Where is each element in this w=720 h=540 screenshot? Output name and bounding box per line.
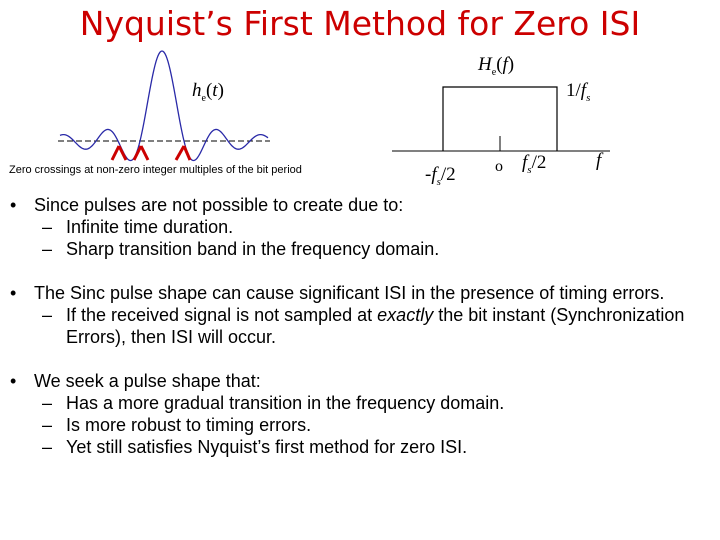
zero-crossing-arrow — [141, 146, 148, 160]
sub-text: Is more robust to timing errors. — [66, 415, 312, 435]
origin-label: o — [495, 158, 503, 175]
sub-dash: – — [42, 239, 53, 259]
sub-dash: – — [42, 217, 53, 237]
f-axis-label: f — [596, 150, 602, 171]
zero-crossing-arrow — [184, 146, 190, 160]
sub-item — [10, 216, 710, 238]
zero-crossing-arrows — [112, 146, 190, 160]
sub-item — [10, 436, 710, 458]
sub-text: Infinite time duration. — [66, 217, 234, 237]
bullet-item — [10, 194, 710, 216]
sub-text-post: the bit instant (Synchronization Errors), then ISI will occur. — [66, 305, 685, 347]
bullet-item — [10, 370, 710, 392]
pos-fs-half-label: $f_s/2$ — [522, 152, 547, 176]
sub-text: Has a more gradual transition in the frequency domain. — [66, 393, 505, 413]
He-f-label: $H_e(f)$ — [478, 54, 515, 78]
bullet-item — [10, 282, 710, 304]
sub-dash: – — [42, 415, 53, 435]
sinc-curve — [60, 51, 268, 161]
bullet-dot: • — [10, 283, 17, 303]
sub-dash: – — [42, 305, 53, 325]
he-t-label: $h_e(t)$ — [192, 80, 224, 104]
sub-dash: – — [42, 393, 53, 413]
sub-text: Sharp transition band in the frequency domain. — [66, 239, 440, 259]
sub-text: Yet still satisfies Nyquist’s first method for zero ISI. — [66, 437, 468, 457]
bullet-text: Since pulses are not possible to create due to: — [34, 195, 404, 215]
neg-fs-half-label: $-f_s/2$ — [425, 164, 456, 188]
sub-item — [10, 392, 710, 414]
bullet-list — [10, 194, 710, 458]
bullet-dot: • — [10, 371, 17, 391]
sub-item — [10, 304, 710, 348]
sub-dash: – — [42, 437, 53, 457]
sub-item — [10, 238, 710, 260]
zero-crossing-arrow — [119, 146, 126, 160]
sub-item — [10, 414, 710, 436]
zero-crossings-note: Zero crossings at non-zero integer multiples of the bit period — [9, 164, 302, 176]
slide-title: Nyquist’s First Method for Zero ISI — [79, 4, 641, 43]
bullet-dot: • — [10, 195, 17, 215]
sub-text-emphasis: exactly — [377, 305, 434, 325]
bullet-text: The Sinc pulse shape can cause significant ISI in the presence of timing errors. — [34, 283, 665, 303]
one-over-fs-label: $1/f_s$ — [566, 80, 591, 104]
zero-crossing-arrow — [112, 146, 119, 160]
bullet-text: We seek a pulse shape that: — [34, 371, 261, 391]
zero-crossing-arrow — [176, 146, 184, 160]
sub-text-pre: If the received signal is not sampled at — [66, 305, 378, 325]
